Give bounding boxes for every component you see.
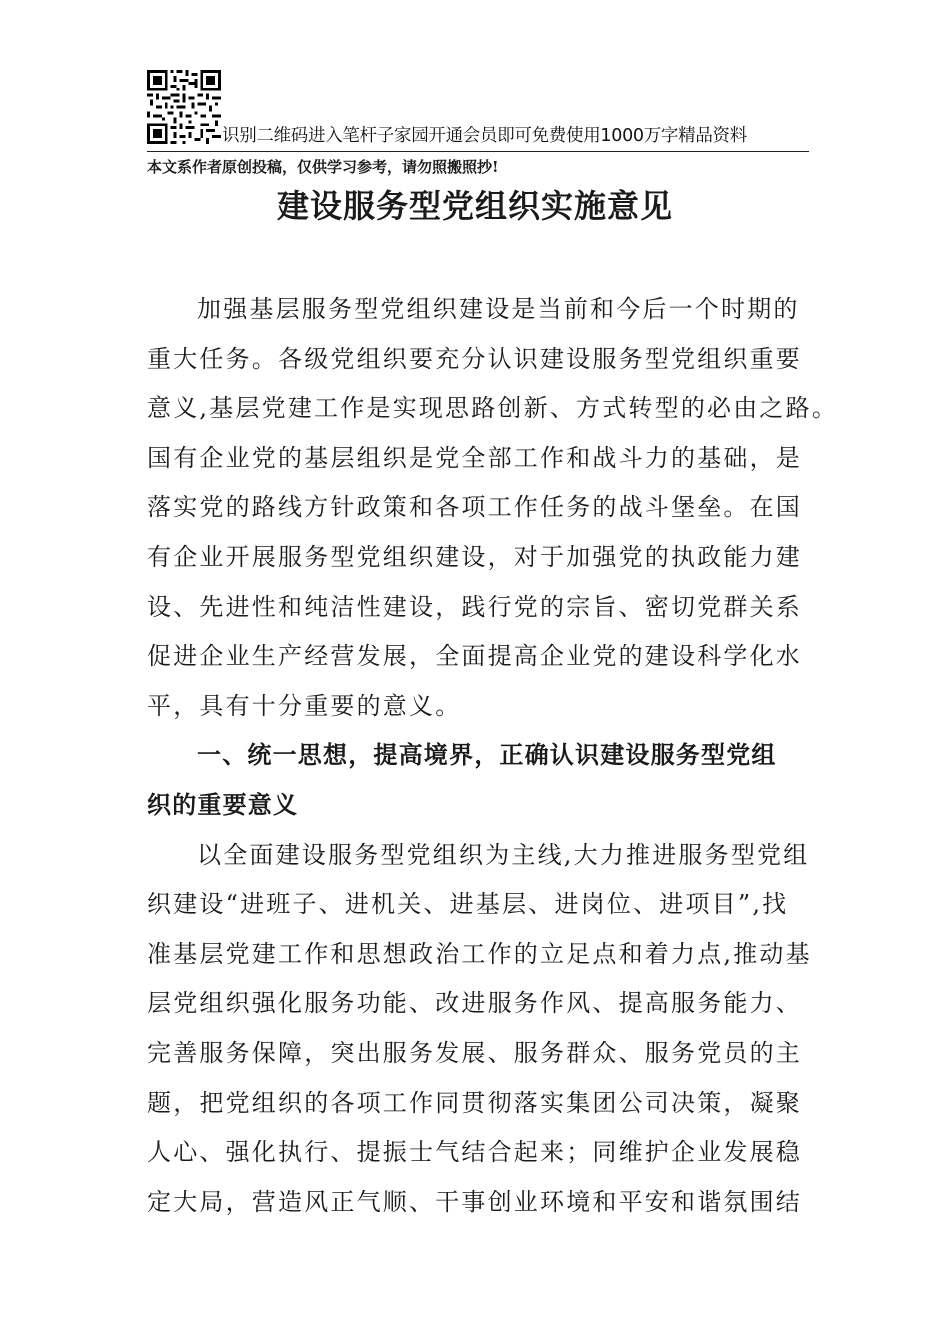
section-heading: 织的重要意义 — [147, 790, 299, 819]
qr-code-icon — [147, 70, 221, 144]
paragraph-line: 设、先进性和纯洁性建设，践行党的宗旨、密切党群关系 — [147, 592, 802, 621]
paragraph-line: 织建设“进班子、进机关、进基层、进岗位、进项目”,找 — [147, 890, 789, 919]
document-body — [147, 285, 847, 1227]
paragraph-line: 层党组织强化服务功能、改进服务作风、提高服务能力、 — [147, 989, 802, 1018]
paragraph-line: 完善服务保障，突出服务发展、服务群众、服务党员的主 — [147, 1038, 802, 1067]
paragraph-line: 有企业开展服务型党组织建设，对于加强党的执政能力建 — [147, 542, 802, 571]
paragraph-line: 意义,基层党建工作是实现思路创新、方式转型的必由之路。 — [147, 394, 839, 423]
copyright-notice: 本文系作者原创投稿，仅供学习参考，请勿照搬照抄! — [147, 158, 499, 176]
paragraph-line: 人心、强化执行、提振士气结合起来；同维护企业发展稳 — [147, 1138, 802, 1167]
section-heading: 一、统一思想，提高境界，正确认识建设服务型党组 — [197, 741, 777, 770]
promo-banner-text: 识别二维码进入笔杆子家园开通会员即可免费使用1000万字精品资料 — [222, 126, 747, 146]
paragraph-line: 准基层党建工作和思想政治工作的立足点和着力点,推动基 — [147, 939, 812, 968]
paragraph-line: 以全面建设服务型党组织为主线,大力推进服务型党组 — [197, 840, 810, 869]
paragraph-line: 定大局，营造风正气顺、干事创业环境和平安和谐氛围结 — [147, 1187, 802, 1216]
header-divider — [147, 151, 809, 152]
paragraph-line: 国有企业党的基层组织是党全部工作和战斗力的基础，是 — [147, 443, 802, 472]
paragraph-line: 平，具有十分重要的意义。 — [147, 691, 462, 720]
document-title: 建设服务型党组织实施意见 — [276, 187, 673, 225]
paragraph-line: 落实党的路线方针政策和各项工作任务的战斗堡垒。在国 — [147, 493, 802, 522]
paragraph-line: 重大任务。各级党组织要充分认识建设服务型党组织重要 — [147, 344, 802, 373]
paragraph-line: 题，把党组织的各项工作同贯彻落实集团公司决策，凝聚 — [147, 1088, 802, 1117]
paragraph-line: 促进企业生产经营发展，全面提高企业党的建设科学化水 — [147, 642, 802, 671]
paragraph-line: 加强基层服务型党组织建设是当前和今后一个时期的 — [197, 295, 800, 323]
